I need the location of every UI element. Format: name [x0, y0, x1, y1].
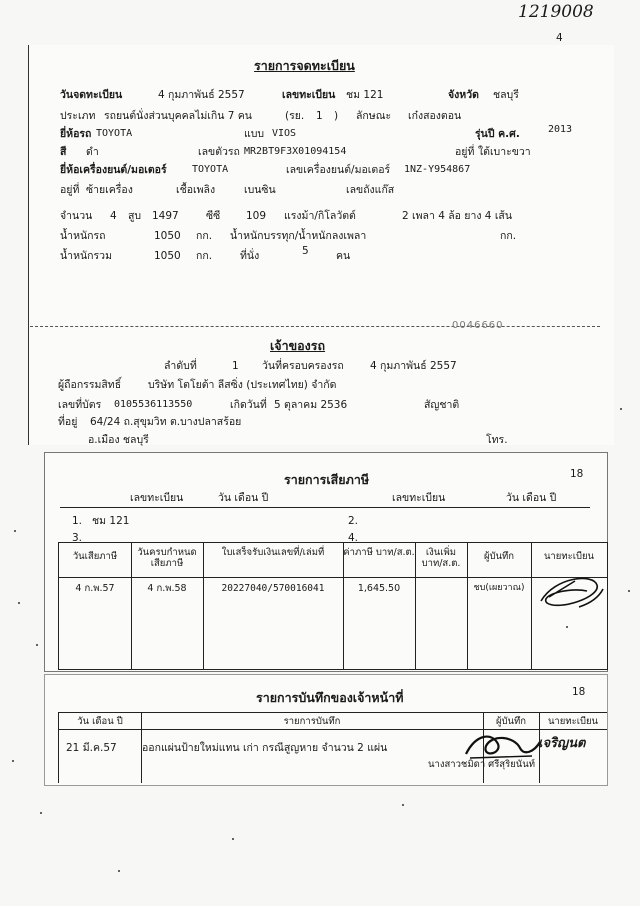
speck	[40, 812, 42, 814]
seats-label: ที่นั่ง	[240, 250, 260, 262]
reg-date-value: 4 กุมภาพันธ์ 2557	[158, 89, 245, 101]
weight-value: 1050	[154, 230, 181, 242]
province-value: ชลบุรี	[493, 89, 519, 101]
faded-serial: 0046660	[452, 320, 504, 331]
document-number: 1219008	[518, 2, 594, 22]
tax-row4-no: 4.	[348, 532, 359, 544]
holder-value: บริษัท โตโยต้า ลีสซิ่ง (ประเทศไทย) จำกัด	[148, 379, 337, 391]
officer-col-date: วัน เดือน ปี	[77, 716, 123, 727]
tax-row1-plate: ชม 121	[92, 515, 130, 527]
birth-value: 5 ตุลาคม 2536	[274, 399, 348, 411]
weight-unit: กก.	[196, 230, 213, 242]
speck	[566, 626, 568, 628]
cylinder-unit: สูบ	[128, 210, 142, 222]
style-value: เก๋งสองตอน	[408, 110, 462, 122]
cc-unit: ซีซี	[206, 210, 221, 222]
tax-row1-no: 1.	[72, 515, 83, 527]
load-unit: กก.	[500, 230, 517, 242]
axle-line: 2 เพลา 4 ล้อ ยาง 4 เส้น	[402, 210, 512, 222]
officer-col-recorder: ผู้บันทึก	[495, 716, 527, 727]
cylinder-label: จำนวน	[60, 210, 93, 222]
engine-loc-label: อยู่ที่	[60, 184, 80, 196]
officer-col-record: รายการบันทึก	[283, 716, 341, 727]
id-value: 0105536113550	[114, 399, 193, 410]
id-label: เลขที่บัตร	[58, 399, 102, 411]
cc-value: 1497	[152, 210, 179, 222]
tax-row-recorder: ชบ(เผยวาณ)	[473, 583, 525, 593]
owner-order-label: ลำดับที่	[164, 360, 197, 372]
birth-label: เกิดวันที่	[230, 399, 267, 411]
year-label: รุ่นปี ค.ศ.	[475, 128, 520, 140]
plate-value: ชม 121	[346, 89, 384, 101]
rl-value: 1	[316, 110, 323, 122]
tax-row-date: 4 ก.พ.57	[75, 583, 115, 594]
engine-brand-value: TOYOTA	[192, 164, 229, 175]
officer-row-text: ออกแผ่นป้ายใหม่แทน เก่า กรณีสูญหาย จำนวน 2 แผ่น	[142, 742, 388, 754]
tax-table	[58, 542, 608, 670]
hp-value: 109	[246, 210, 267, 222]
tax-row-due: 4 ก.พ.58	[147, 583, 187, 594]
engine-no-label: เลขเครื่องยนต์/มอเตอร์	[286, 164, 391, 176]
chassis-value: MR2BT9F3X01094154	[244, 146, 347, 157]
registration-title: รายการจดทะเบียน	[254, 58, 355, 73]
load-label: น้ำหนักบรรทุก/น้ำหนักลงเพลา	[230, 230, 367, 242]
holder-label: ผู้ถือกรรมสิทธิ์	[58, 379, 122, 391]
speck	[14, 530, 16, 532]
fuel-value: เบนซิน	[244, 184, 276, 196]
seats-unit: คน	[336, 250, 351, 262]
rl-close: )	[334, 110, 339, 122]
speck	[232, 838, 234, 840]
engine-brand-label: ยี่ห้อเครื่องยนต์/มอเตอร์	[60, 164, 167, 176]
total-weight-label: น้ำหนักรวม	[60, 250, 112, 262]
chassis-label: เลขตัวรถ	[198, 146, 240, 158]
officer-signature-scribble	[462, 728, 544, 762]
rl-label: (รย.	[285, 110, 305, 122]
total-weight-value: 1050	[154, 250, 181, 262]
type-value: รถยนต์นั่งส่วนบุคคลไม่เกิน 7 คน	[104, 110, 252, 122]
reg-date-label: วันจดทะเบียน	[60, 89, 123, 101]
tax-col-registrar: นายทะเบียน	[543, 551, 595, 562]
tax-hdr-date2: วัน เดือน ปี	[506, 492, 557, 504]
speck	[628, 590, 630, 592]
tax-col-date: วันเสียภาษี	[72, 551, 118, 562]
officer-row-date: 21 มี.ค.57	[66, 742, 117, 754]
speck	[18, 602, 20, 604]
brand-label: ยี่ห้อรถ	[60, 128, 92, 140]
possess-date-value: 4 กุมภาพันธ์ 2557	[370, 360, 457, 372]
tax-title: รายการเสียภาษี	[284, 472, 370, 487]
registrar-signature-scribble	[535, 567, 607, 613]
speck	[620, 408, 622, 410]
tax-page-number: 18	[570, 468, 584, 480]
hp-unit: แรงม้า/กิโลวัตต์	[284, 210, 356, 222]
possess-date-label: วันที่ครอบครองรถ	[262, 360, 344, 372]
tax-row-receipt: 20227040/570016041	[221, 583, 325, 594]
tax-col-amount: ค่าภาษี บาท/ส.ต.	[343, 547, 415, 558]
year-value: 2013	[548, 124, 573, 135]
section-divider	[30, 326, 600, 327]
engine-loc-value: ซ้ายเครื่อง	[86, 184, 133, 196]
model-value: VIOS	[272, 128, 297, 139]
seats-value: 5	[302, 245, 309, 257]
province-label: จังหวัด	[448, 89, 479, 101]
tax-col-receipt: ใบเสร็จรับเงินเลขที่/เล่มที่	[221, 547, 325, 558]
owner-title: เจ้าของรถ	[270, 338, 326, 353]
chassis-loc-value: ใต้เบาะขวา	[478, 146, 531, 158]
tax-hdr-date1: วัน เดือน ปี	[218, 492, 269, 504]
tax-row3-no: 3.	[72, 532, 83, 544]
tax-row2-no: 2.	[348, 515, 359, 527]
tax-col-surcharge: เงินเพิ่ม บาท/ส.ต.	[421, 547, 461, 569]
brand-value: TOYOTA	[96, 128, 133, 139]
fuel-label: เชื้อเพลิง	[176, 184, 216, 196]
tax-hdr-plate2: เลขทะเบียน	[392, 492, 446, 504]
officer-title: รายการบันทึกของเจ้าหน้าที่	[256, 690, 404, 705]
officer-page-number: 18	[572, 686, 586, 698]
speck	[118, 870, 120, 872]
address-line2: อ.เมือง ชลบุรี	[88, 434, 149, 446]
address-label: ที่อยู่	[58, 416, 78, 428]
phone-label: โทร.	[486, 434, 508, 446]
officer-col-registrar: นายทะเบียน	[547, 716, 599, 727]
style-label: ลักษณะ	[356, 110, 392, 122]
tax-header-line	[60, 507, 590, 508]
nationality-label: สัญชาติ	[424, 399, 460, 411]
gas-label: เลขถังแก๊ส	[346, 184, 395, 196]
tax-col-recorder: ผู้บันทึก	[483, 551, 515, 562]
color-label: สี	[60, 146, 67, 158]
officer-signature-text: เจริญนต	[538, 736, 586, 751]
address-line1: 64/24 ถ.สุขุมวิท ต.บางปลาสร้อย	[90, 416, 242, 428]
tax-col-due: วันครบกำหนดเสียภาษี	[137, 547, 197, 569]
model-label: แบบ	[244, 128, 265, 140]
weight-label: น้ำหนักรถ	[60, 230, 106, 242]
total-weight-unit: กก.	[196, 250, 213, 262]
speck	[402, 804, 404, 806]
chassis-loc-label: อยู่ที่	[455, 146, 475, 158]
officer-signer-name: นางสาวชมิดา ศรีสุริยนันท์	[428, 759, 536, 770]
speck	[12, 760, 14, 762]
cylinder-value: 4	[110, 210, 117, 222]
plate-label: เลขทะเบียน	[282, 89, 336, 101]
speck	[36, 644, 38, 646]
tax-row-amount: 1,645.50	[357, 583, 401, 594]
engine-no-value: 1NZ-Y954867	[404, 164, 471, 175]
type-label: ประเภท	[60, 110, 96, 122]
owner-order-value: 1	[232, 360, 239, 372]
tax-hdr-plate1: เลขทะเบียน	[130, 492, 184, 504]
page-number: 4	[556, 32, 563, 44]
color-value: ดำ	[86, 146, 99, 158]
